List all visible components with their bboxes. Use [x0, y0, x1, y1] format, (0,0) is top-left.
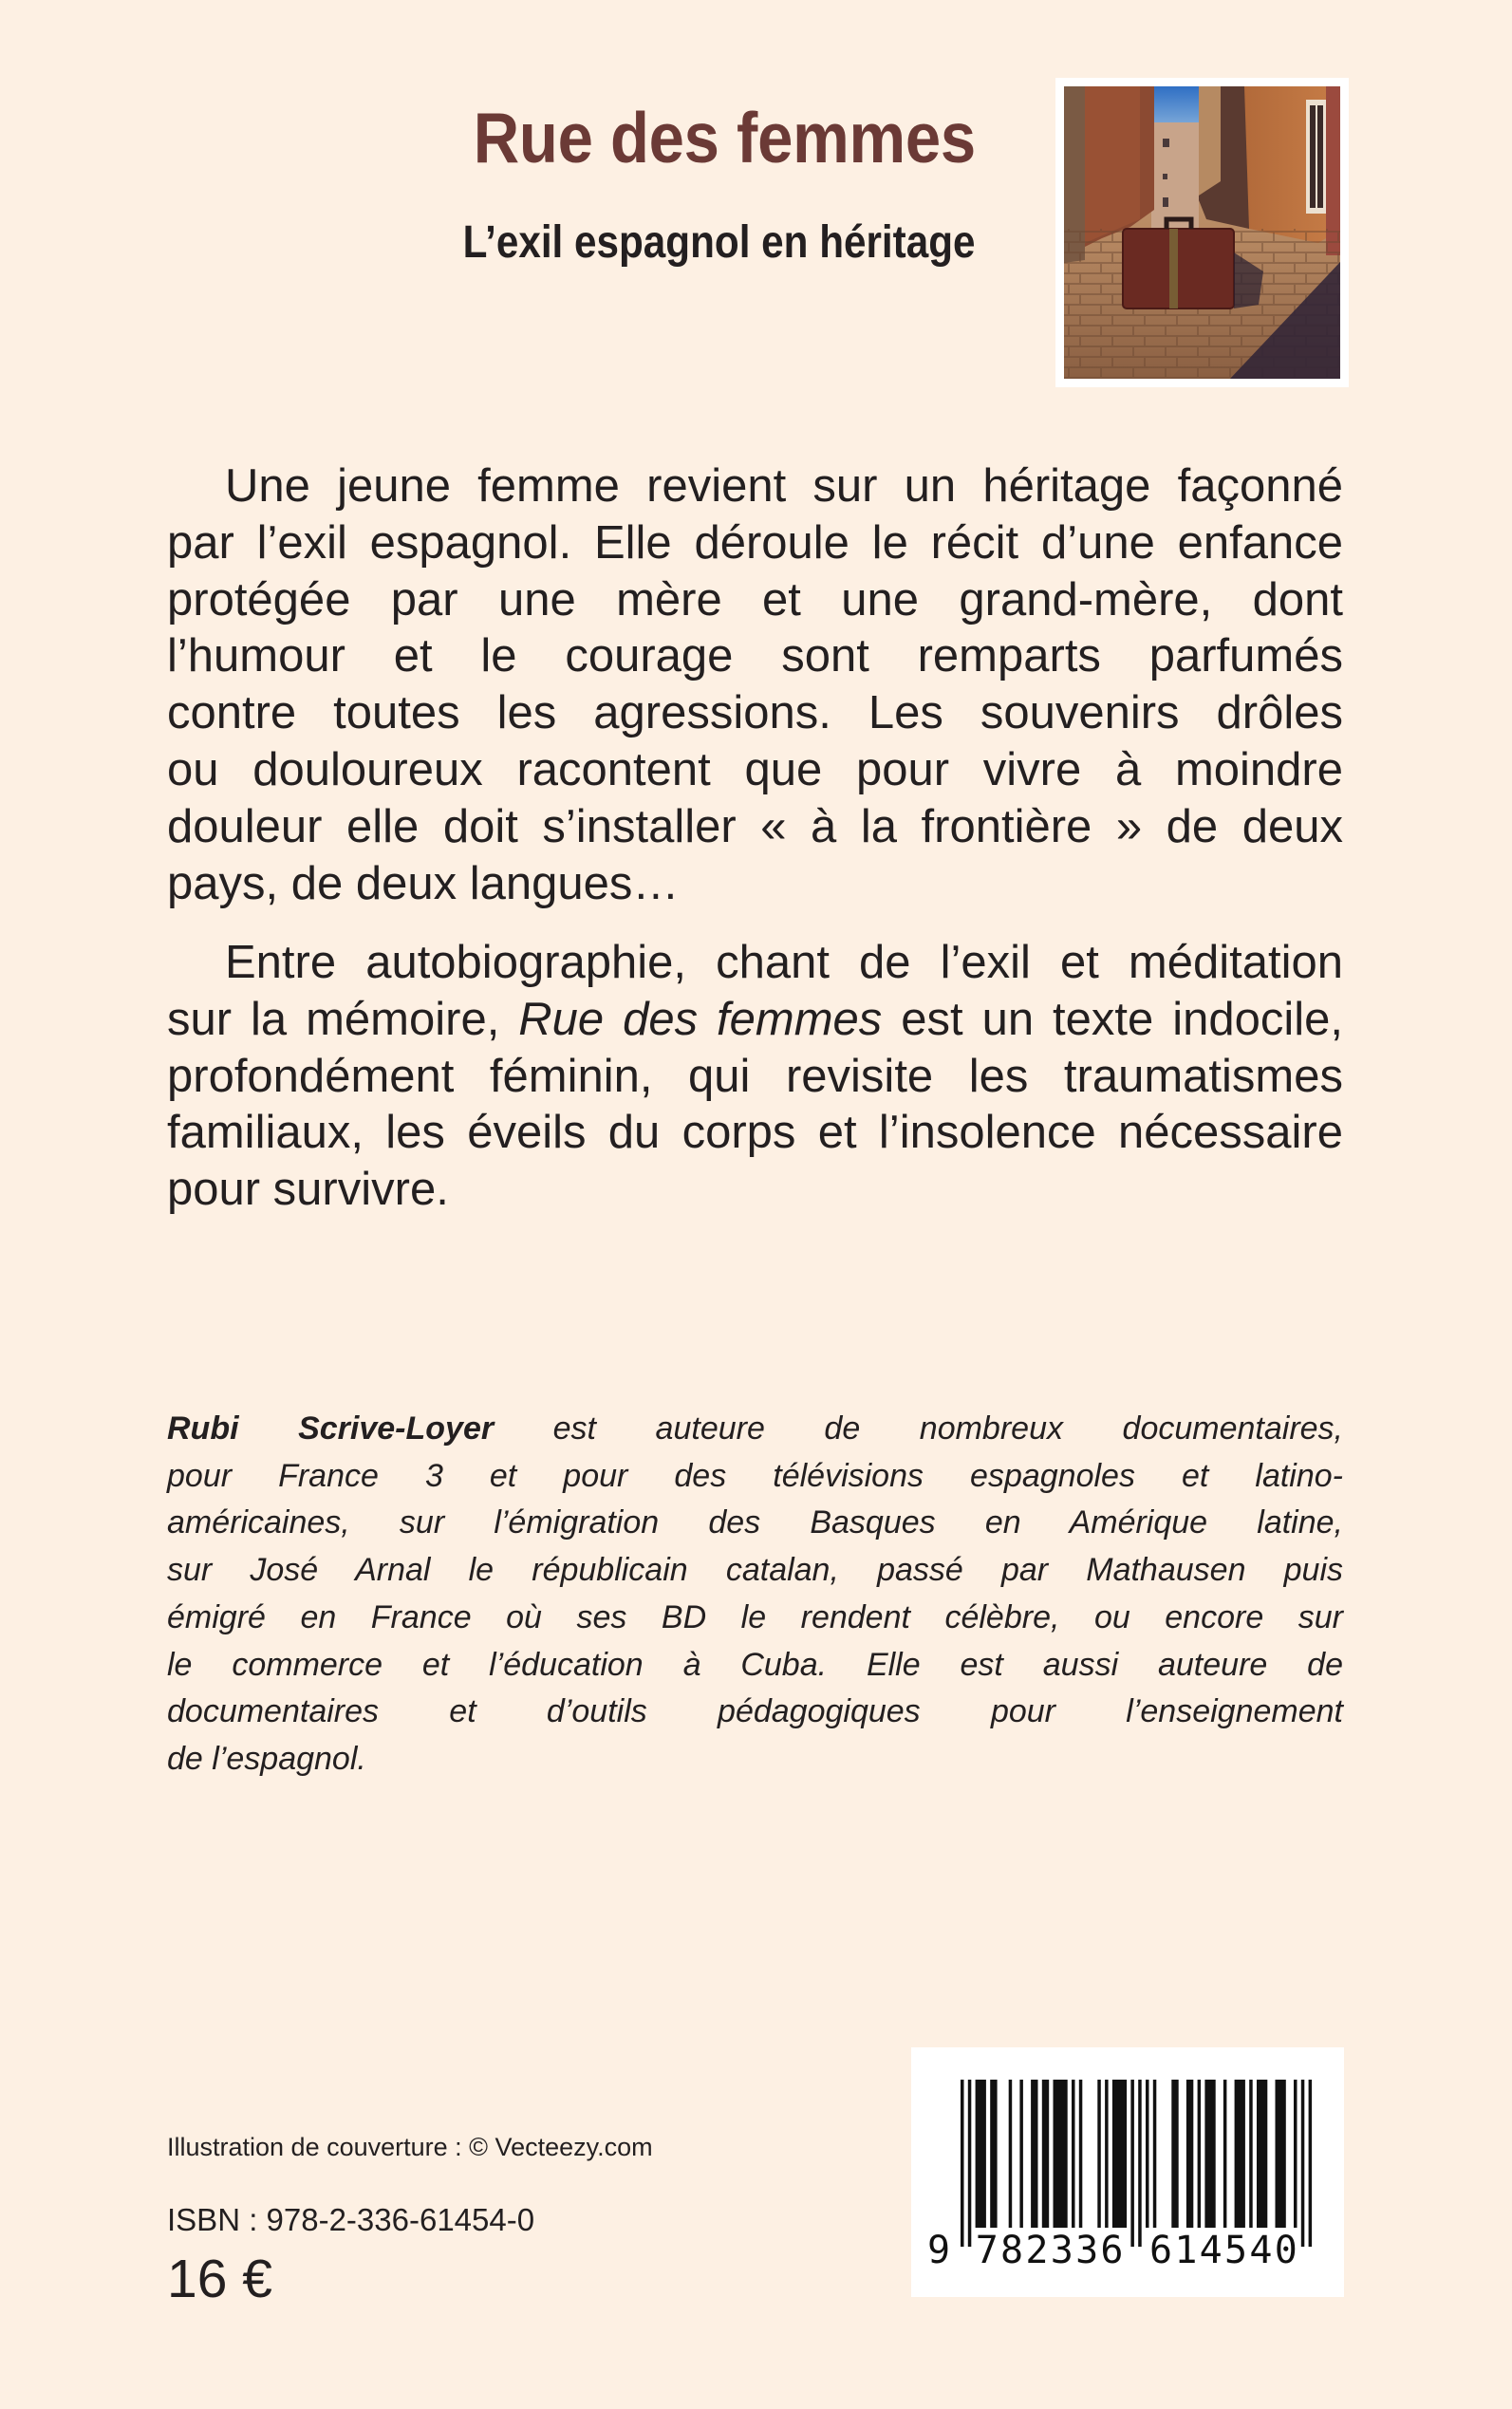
summary-line: pour survivre.: [167, 1164, 449, 1216]
author-name: Rubi Scrive-Loyer: [167, 1410, 495, 1447]
summary-line: Entre autobiographie, chant de l’exil et méditation: [225, 937, 1343, 988]
svg-text:9: 9: [927, 2229, 951, 2272]
summary-line: profondément féminin, qui revisite les traumatismes: [167, 1050, 1343, 1102]
summary-text: sur la mémoire,: [167, 993, 519, 1045]
summary-line: douleur elle doit s’installer « à la frontière » de deux: [167, 800, 1343, 852]
bio-line: de l’espagnol.: [167, 1740, 366, 1777]
summary-line: par l’exil espagnol. Elle déroule le récit d’une enfance: [167, 516, 1343, 569]
summary-line: ou douloureux racontent que pour vivre à moindre: [167, 743, 1343, 795]
bio-line: émigré en France où ses BD le rendent célèbre, ou encore sur: [167, 1598, 1343, 1635]
svg-text:614540: 614540: [1149, 2229, 1297, 2272]
summary-line: familiaux, les éveils du corps et l’insolence nécessaire: [167, 1107, 1343, 1159]
suitcase-street-image: [1064, 86, 1340, 379]
summary-line-with-title: [167, 992, 1343, 1049]
barcode: [911, 2047, 1344, 2297]
bio-line: le commerce et l’éducation à Cuba. Elle est aussi auteure de: [167, 1646, 1343, 1683]
book-title-reference: Rue des femmes: [518, 993, 883, 1045]
book-subtitle: L’exil espagnol en héritage: [463, 217, 976, 268]
bio-line: américaines, sur l’émigration des Basques en Amérique latine,: [167, 1504, 1343, 1541]
bio-line: documentaires et d’outils pédagogiques pour l’enseignement: [167, 1693, 1343, 1730]
barcode-bars: [911, 2047, 1344, 2297]
book-title: Rue des femmes: [473, 98, 976, 177]
summary-paragraph-2: [167, 935, 1343, 1219]
price: 16 €: [167, 2249, 272, 2309]
summary-paragraph-1: [167, 458, 1343, 912]
summary-line: protégée par une mère et une grand-mère, dont: [167, 573, 1343, 626]
cover-photo-frame: [1055, 78, 1349, 387]
summary-line: Une jeune femme revient sur un héritage façonné: [225, 460, 1343, 512]
summary-text: est un texte indocile,: [882, 993, 1343, 1045]
bio-line: [167, 1406, 1343, 1453]
cover-photo: [1064, 86, 1340, 379]
svg-text:782336: 782336: [975, 2229, 1124, 2272]
isbn: ISBN : 978-2-336-61454-0: [167, 2202, 535, 2237]
author-bio: [167, 1406, 1343, 1783]
bio-line: pour France 3 et pour des télévisions espagnoles et latino-: [167, 1457, 1343, 1494]
bio-text: est auteure de nombreux documentaires,: [494, 1410, 1343, 1447]
summary-line: contre toutes les agressions. Les souvenirs drôles: [167, 687, 1343, 739]
bio-line: sur José Arnal le républicain catalan, passé par Mathausen puis: [167, 1552, 1343, 1589]
summary-line: pays, de deux langues…: [167, 857, 680, 909]
summary-line: l’humour et le courage sont remparts parfumés: [167, 630, 1343, 682]
illustration-credit: Illustration de couverture : © Vecteezy.com: [167, 2133, 653, 2161]
